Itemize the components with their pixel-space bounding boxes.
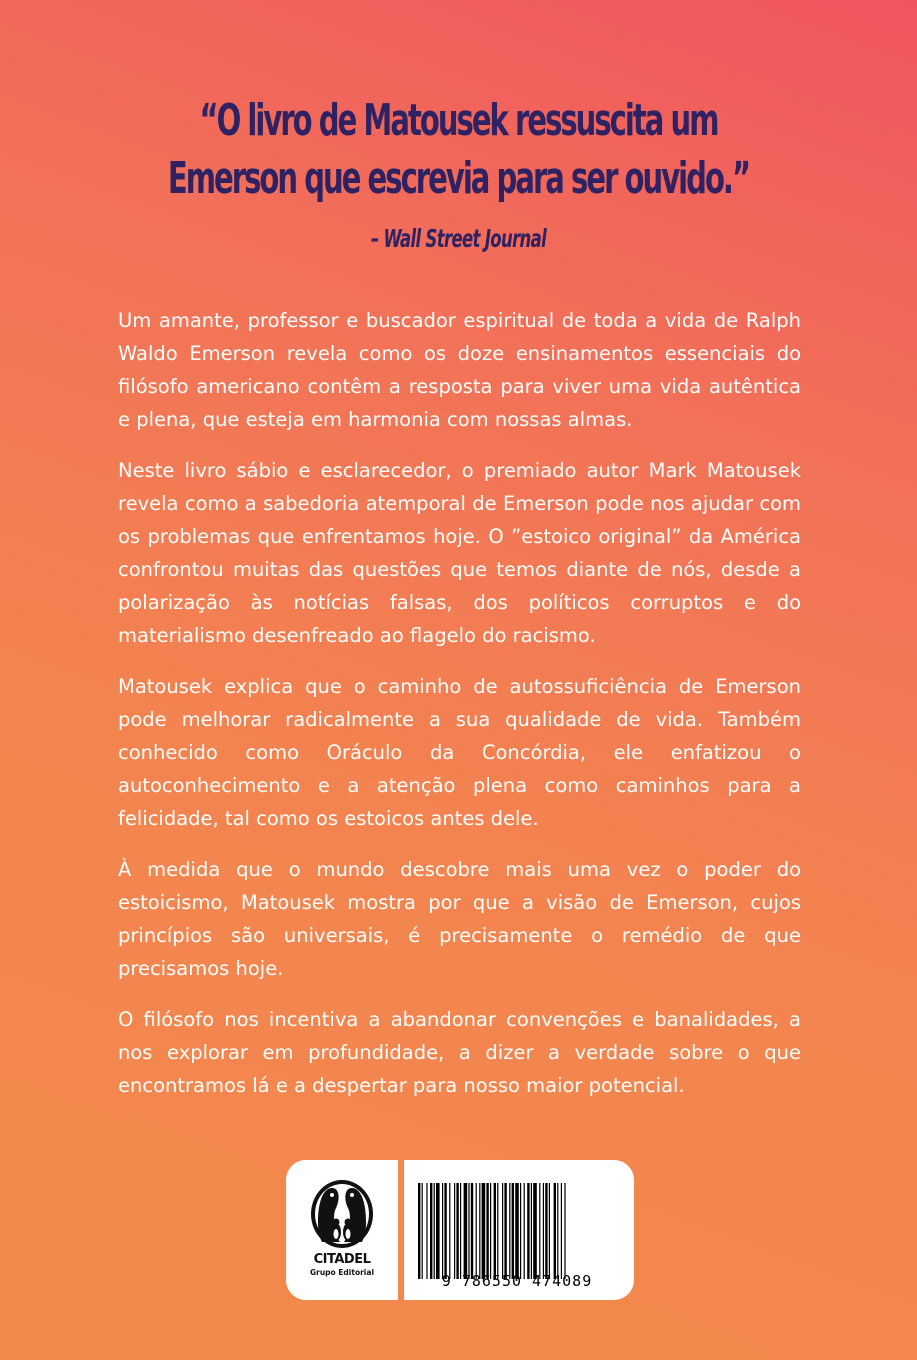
barcode-bar	[490, 1183, 491, 1279]
barcode-bar	[524, 1183, 525, 1279]
barcode-bar	[539, 1183, 540, 1279]
quote-block	[0, 92, 917, 208]
barcode-bar	[554, 1183, 556, 1279]
barcode-bar	[476, 1183, 477, 1279]
barcode-bar	[449, 1183, 450, 1279]
barcode-bar	[479, 1183, 480, 1279]
barcode-bar	[444, 1183, 446, 1279]
isbn-number: 9 786550 474089	[441, 1272, 593, 1290]
quote-line-2: Emerson que escrevia para ser ouvido.”	[167, 153, 750, 204]
synopsis-paragraph-4: À medida que o mundo descobre mais uma vez o poder do estoicismo, Matousek mostra por que a visão de Emerson, cujos princípios são universais, é precisamente o remédio de que precisamos hoje.	[118, 858, 801, 980]
barcode-bar	[512, 1183, 514, 1279]
barcode-bar	[515, 1183, 519, 1279]
barcode-bar	[418, 1183, 420, 1279]
barcode-bar	[561, 1183, 562, 1279]
barcode-bar	[533, 1183, 537, 1279]
publisher-logo	[286, 1160, 398, 1300]
publisher-name: CITADEL	[313, 1252, 371, 1267]
barcode-bar	[464, 1183, 468, 1279]
synopsis-paragraph-5: O filósofo nos incentiva a abandonar convenções e banalidades, a nos explorar em profundidade, a dizer a verdade sobre o que encontramos lá e a despertar para nosso maior potencial.	[118, 1008, 801, 1097]
barcode-bar	[557, 1183, 558, 1279]
barcode-bar	[442, 1183, 443, 1279]
badge-divider	[398, 1160, 404, 1300]
barcode-bar	[502, 1183, 503, 1279]
barcode-bar	[520, 1183, 521, 1279]
barcode-bar	[531, 1183, 532, 1279]
penguin-family-icon	[310, 1178, 374, 1250]
synopsis-text	[118, 304, 801, 1120]
barcode-bar	[482, 1183, 486, 1279]
quote-source: – Wall Street Journal	[370, 224, 547, 253]
barcode-bar	[564, 1183, 565, 1279]
barcode-bar	[527, 1183, 529, 1279]
barcode-bar	[486, 1183, 488, 1279]
barcode-bar	[460, 1183, 461, 1279]
barcode-bar	[549, 1183, 550, 1279]
barcode-bar	[426, 1183, 427, 1279]
barcode-bar	[509, 1183, 510, 1279]
barcode-bar	[436, 1183, 440, 1279]
barcode-bar	[468, 1183, 469, 1279]
barcode-bar	[494, 1183, 496, 1279]
synopsis-paragraph-3: Matousek explica que o caminho de autossuficiência de Emerson pode melhorar radicalmente a sua qualidade de vida. Também conhecido como Oráculo da Concórdia, ele enfatizou o autoconhecimento e a atenção plena como caminhos para a felicidade, tal como os estoicos antes dele.	[118, 675, 801, 830]
publisher-barcode-badge	[286, 1160, 634, 1300]
synopsis-paragraph-1: Um amante, professor e buscador espiritual de toda a vida de Ralph Waldo Emerson revela como os doze ensinamentos essenciais do filósofo americano contêm a resposta para viver uma vida autêntica e plena, que esteja em harmonia com nossas almas.	[118, 309, 801, 431]
barcode-bar	[471, 1183, 473, 1279]
synopsis-paragraph-2: Neste livro sábio e esclarecedor, o premiado autor Mark Matousek revela como a sabedoria atemporal de Emerson pode nos ajudar com os problemas que enfrentamos hoje. O ”estoico original” da América confrontou muitas das questões que temos diante de nós, desde a polarização às notícias falsas, dos políticos corruptos e do materialismo desenfreado ao flagelo do racismo.	[118, 459, 801, 647]
barcode-bar	[504, 1183, 506, 1279]
barcode-bar	[454, 1183, 455, 1279]
barcode-bar	[497, 1183, 498, 1279]
barcode-bar	[434, 1183, 435, 1279]
barcode-bar	[545, 1183, 547, 1279]
barcode-bar	[543, 1183, 544, 1279]
publisher-subtitle: Grupo Editorial	[309, 1268, 375, 1277]
quote-line-1: “O livro de Matousek ressuscita um	[199, 95, 718, 146]
barcode-bar	[456, 1183, 458, 1279]
barcode-bar	[422, 1183, 423, 1279]
barcode-bar	[430, 1183, 432, 1279]
